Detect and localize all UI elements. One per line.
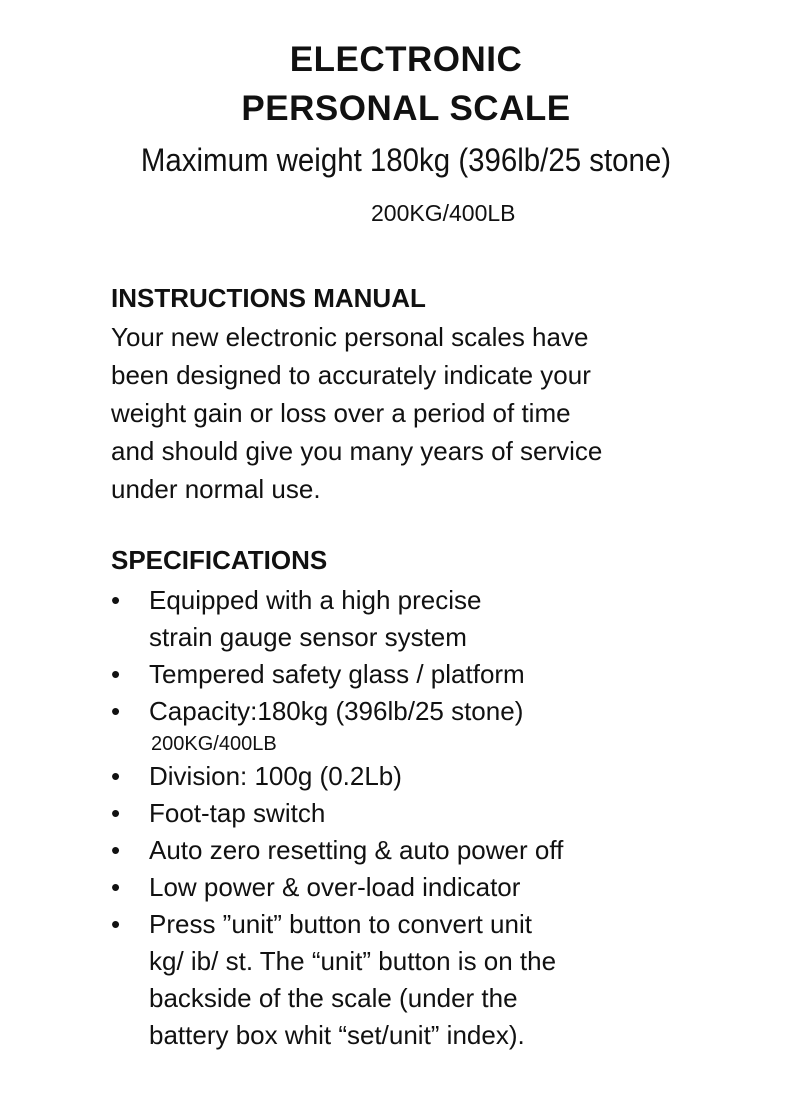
- spec-line: Foot-tap switch: [149, 798, 326, 828]
- bullet: •: [111, 659, 121, 689]
- spec-capacity-note: 200KG/400LB: [151, 733, 277, 755]
- bullet: •: [111, 585, 121, 615]
- spec-line: Auto zero resetting & auto power off: [149, 835, 564, 865]
- paragraph-line: and should give you many years of service: [111, 436, 603, 466]
- specifications-heading: SPECIFICATIONS: [111, 545, 328, 575]
- spec-item-capacity: [0, 693, 800, 758]
- bullet: •: [111, 835, 121, 865]
- spec-item-unit-button: [0, 906, 800, 1054]
- spec-line: backside of the scale (under the: [149, 983, 518, 1013]
- spec-line: Capacity:180kg (396lb/25 stone): [149, 696, 524, 726]
- spec-line: Equipped with a high precise: [149, 585, 482, 615]
- paragraph-line: been designed to accurately indicate your: [111, 360, 591, 390]
- spec-item-division: [0, 758, 800, 795]
- spec-item-glass: [0, 656, 800, 693]
- instructions-paragraph: [111, 318, 771, 508]
- bullet: •: [111, 761, 121, 791]
- spec-line: kg/ ib/ st. The “unit” button is on the: [149, 946, 557, 976]
- bullet: •: [111, 909, 121, 939]
- paragraph-line: under normal use.: [111, 474, 321, 504]
- specifications-list: [0, 582, 800, 1054]
- bullet: •: [111, 872, 121, 902]
- capacity-alt-label: 200KG/400LB: [371, 200, 516, 226]
- bullet: •: [111, 798, 121, 828]
- bullet: •: [111, 696, 121, 726]
- instructions-manual-heading: INSTRUCTIONS MANUAL: [111, 283, 426, 313]
- spec-item-indicator: [0, 869, 800, 906]
- spec-line: Low power & over-load indicator: [149, 872, 521, 902]
- max-weight-subtitle: Maximum weight 180kg (396lb/25 stone): [140, 142, 672, 178]
- spec-item-sensor: [0, 582, 800, 656]
- paragraph-line: weight gain or loss over a period of time: [111, 398, 571, 428]
- spec-item-foot-tap: [0, 795, 800, 832]
- spec-line: Tempered safety glass / platform: [149, 659, 525, 689]
- title-line-1: ELECTRONIC: [289, 40, 523, 79]
- spec-item-auto-zero: [0, 832, 800, 869]
- paragraph-line: Your new electronic personal scales have: [111, 322, 589, 352]
- spec-line: battery box whit “set/unit” index).: [149, 1020, 525, 1050]
- spec-line: strain gauge sensor system: [149, 622, 467, 652]
- spec-line: Division: 100g (0.2Lb): [149, 761, 402, 791]
- title-line-2: PERSONAL SCALE: [241, 89, 571, 128]
- spec-line: Press ”unit” button to convert unit: [149, 909, 532, 939]
